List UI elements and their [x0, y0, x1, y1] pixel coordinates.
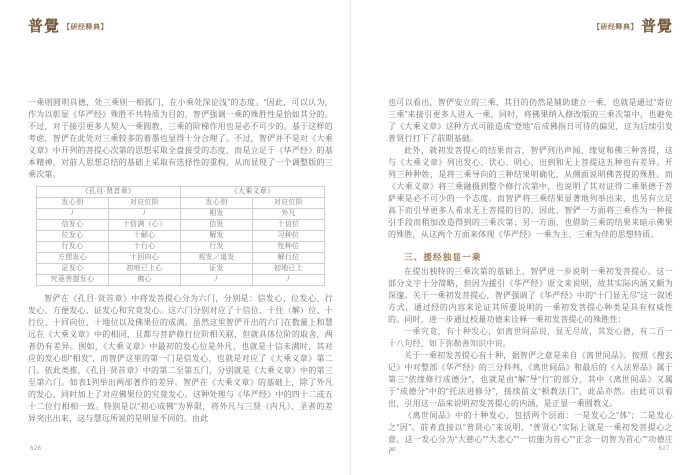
table-cell: / — [181, 275, 253, 286]
table-row — [37, 209, 325, 220]
table-row — [37, 275, 325, 286]
table-column-header: 发心别 — [181, 198, 253, 209]
brand-logo: 普覺 — [640, 19, 673, 35]
brand-logo: 普覺 — [28, 19, 61, 35]
scripture-quote: 一乘究竟，有十种发心，如离世间品说，显无尽故，其发心德，有二百一十八句经，如下弥勒善知识中说。 — [388, 327, 673, 348]
paragraph: 关于一乘初发菩提心有十种，据智俨之意是来自《离世间品》。按照《搜玄记》中对整部《华严经》的三分科判，《离世间品》和最后的《入法界品》属于第三“依缘修行成德分”，也就是由“解”导“行”的部分，其中《离世间品》又属于“成德分”中的“托法进修分”，接续前文“顿教法门”，此品亦然。由此可以看出，引用这一品来说明初发菩提心的内涵，是正显一乘圆教义。 — [388, 351, 673, 408]
section-heading: 三、援经独显一乘 — [404, 252, 482, 262]
page-number: 627 — [658, 446, 670, 452]
paragraph: 智俨在《孔目·贤首章》中将发菩提心分为六门，分别是：信发心、位发心、行发心、方便发心、证发心和究竟发心。这六门分别对应了十信位、十住（解）位、十行位、十回向位、十地位以及佛果位的成满。虽然这里智俨开出的六门在数量上和慧远在《大乘义章》中的相同，且都与菩萨修行位阶相关联，但就具体位阶的取舍，两者仍有差异。例如，《大乘义章》中最初的发心位是外凡，也就是十信未满时，其对应的发心即“相发”，而智俨这里的第一门是信发心，也就是对应了《大乘义章》第二门。依此类推，《孔目·贤首章》中的第二至第五门，分别就是《大乘义章》中的第三至第六门。如表1列举出两部著作的差异。智俨在《大乘义章》的基础上，除了外凡的发心，同时加上了对应佛果位的究竟发心。这种处理与《华严经》中的四十二或五十二位行相相一致。特别是以“初心成佛”为界限，将外凡与三贤（内凡）、圣者的差异突出出来，这与慧远所说的是明显不同的。由此 — [28, 294, 333, 423]
table-cell: 十信位 — [253, 220, 325, 231]
table-cell: 习种位 — [253, 231, 325, 242]
table-row — [37, 231, 325, 242]
series-label: 【研经释典】 — [63, 24, 109, 31]
table-column-header: 对应位阶 — [253, 198, 325, 209]
series-label: 【研经释典】 — [592, 24, 638, 31]
table-cell: / — [109, 209, 181, 220]
table-cell: 十行心 — [109, 242, 181, 253]
table-cell: 初地已上心 — [109, 264, 181, 275]
right-page — [350, 0, 700, 475]
paragraph: 此外，就初发菩提心的结果而言，智俨列出声闻、缘觉和佛三种菩提，这与《大乘义章》列出发心、伏心、明心、出到和无上菩提这五种也有差异。开列三种种姓，是将三乘导向的三种结果明确化，从侧面说明佛菩提的殊胜。而《大乘义章》将三乘融摄到整个修行次第中，也说明了其对证得二乘果德于菩萨乘是必不可少的一个态度。而智俨将三乘结果显著地列举出来，也另有立足高下而引导更多人希求无上菩提的目的。因此，智俨一方面将三乘作为一种接引手段而稍加改造得到的三乘次第；另一方面，也借助三乘的结果来暗示佛果的殊胜，从这两个方面来体现《华严经》一乘为主、三乘为伴的思想特质。 — [388, 146, 673, 239]
table-column-header: 对应位阶 — [109, 198, 181, 209]
left-running-head — [28, 18, 108, 36]
table-cell: 十解心 — [109, 231, 181, 242]
table-cell: 十回向心 — [109, 253, 181, 264]
table-column-header: 发心别 — [37, 198, 109, 209]
table-row — [37, 264, 325, 275]
right-page-body — [388, 97, 673, 458]
table-cell: 信发心 — [37, 220, 109, 231]
table-row — [37, 242, 325, 253]
table-cell: 佛心 — [109, 275, 181, 286]
table-cell: 解行位 — [253, 253, 325, 264]
table-cell: 初地已上 — [253, 264, 325, 275]
right-running-head — [593, 18, 673, 36]
table-cell: 观发／道发 — [181, 253, 253, 264]
table-group-header: 《大乘义章》 — [181, 187, 325, 198]
paragraph: 也可以看出，智俨安立的三乘，其目的仍然是辅助建立一乘，也就是通过“寄位三乘”来接引更多人进入一乘，同时，将佛果纳入修改版的三乘次第中，也避免了《大乘义章》这种方式可能造成“登地”后成佛指日可待的偏见，这为后续引发普贤行打下了前期基础。 — [388, 98, 673, 143]
table-cell: 位发心 — [37, 231, 109, 242]
table-cell: 外凡 — [253, 209, 325, 220]
table-cell: 解发 — [181, 231, 253, 242]
paragraph: 一乘则圆明具德，处三乘则一相孤门，在小乘处深论浅”的态度。“因此，可以认为，作为以彰显《华严经》殊胜不共特质为目的，智俨强调一乘的殊胜性是恰如其分的。不过，对于接引更多人契入一乘圆教，三乘的阶梯作用也是必不可少的。基于这样的考虑，智俨在此处对三乘较多的着墨也显得十分合理了。不过，智俨并不是对《大乘义章》中开列的菩提心次第的思想采取全盘接受的态度，而是立足于《华严经》的基本精神，对前人思想总结的基础上采取有选择性的重构，从而显现了一个调整版的三乘次第。 — [28, 98, 333, 179]
paragraph: 在提出独特的三乘次第的基础上，智俨进一步说明一乘初发菩提心。这一部分文字十分简略，但因为援引《华严经》原文来说明，故其实际内涵又颇为深邃。关于一乘初发菩提心，智俨强调了《华严经》中的“十门显无尽”这一叙述方式，通过经的内容来论证其所要说明的一乘初发菩提心种类是具有权威性的。同时，进一步通过校量功德来诠释一乘初发菩提心的殊胜性： — [388, 267, 673, 324]
table-cell: 信发 — [181, 220, 253, 231]
table-cell: 证发心 — [37, 264, 109, 275]
table-cell: / — [37, 209, 109, 220]
table-cell: 十信满（心） — [109, 220, 181, 231]
table-cell: 行发心 — [37, 242, 109, 253]
table-cell: 证发 — [181, 264, 253, 275]
table-cell: 行发 — [181, 242, 253, 253]
table-cell: 方便发心 — [37, 253, 109, 264]
table-row — [37, 220, 325, 231]
page-number: 626 — [30, 446, 42, 452]
table-cell: 性种位 — [253, 242, 325, 253]
table-row — [37, 187, 325, 198]
table-cell: 究竟菩提发心 — [37, 275, 109, 286]
paragraph: 《离世间品》中的十种发心，包括两个层面：一是发心之“体”；二是发心之“因”。前者直接以“普贤心”来说明，“普贤心”实际上就是一乘初发菩提心之意。这一发心分为“大慈心”“大悲心”“一切施为首心”“正念一切智为首心”“功德庄严 — [388, 411, 673, 456]
table-row — [37, 253, 325, 264]
left-page-body — [28, 97, 333, 425]
table-row — [37, 198, 325, 209]
table-cell: / — [253, 275, 325, 286]
comparison-table — [36, 186, 325, 286]
table-group-header: 《孔目·贤首章》 — [37, 187, 181, 198]
table-cell: 相发 — [181, 209, 253, 220]
